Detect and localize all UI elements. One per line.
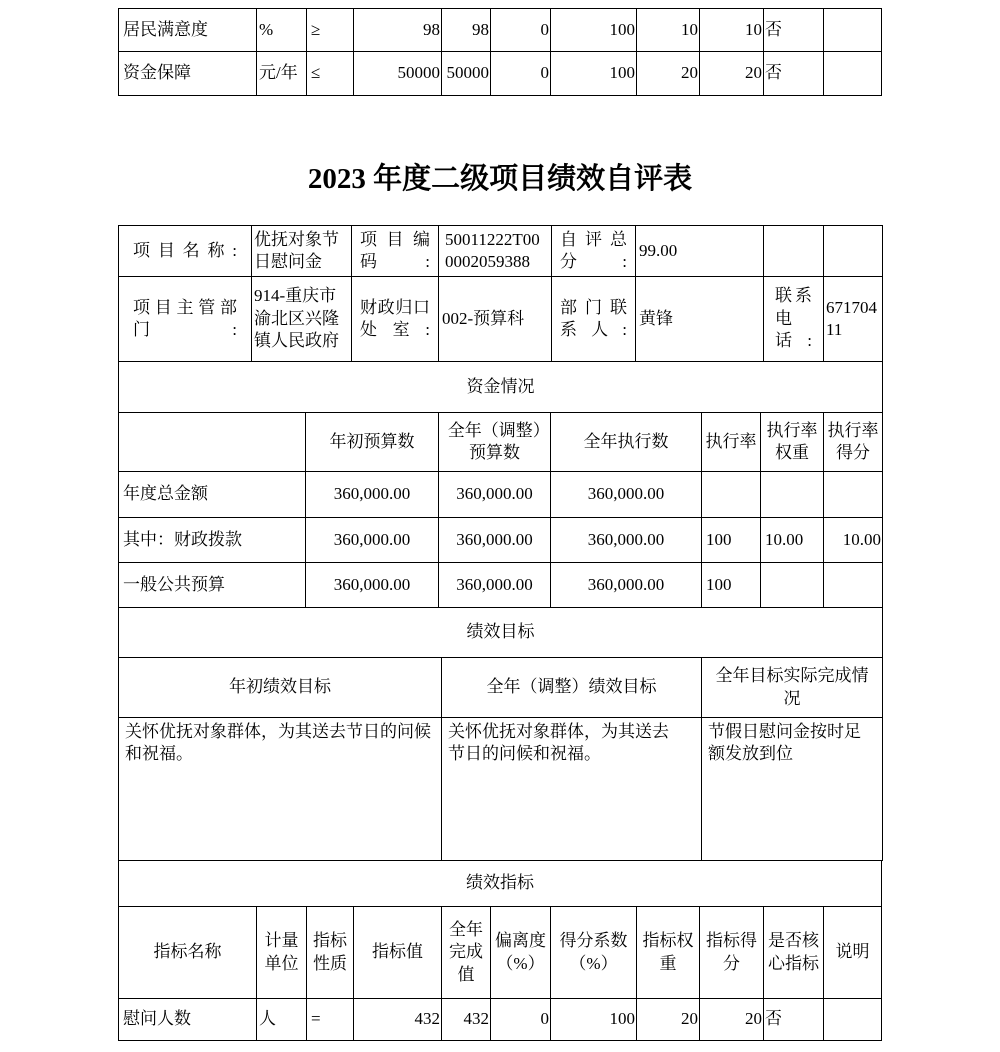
- goals-header-completion: 全年目标实际完成情况: [702, 658, 883, 718]
- funding-total-initial: 360,000.00: [306, 472, 439, 518]
- funding-header-rate-score: 执行率得分: [824, 413, 883, 472]
- self-score-value: 99.00: [636, 226, 764, 277]
- funding-total-rate: [702, 472, 761, 518]
- finance-office-label: 财政归口处室:: [352, 277, 439, 362]
- competent-dept-label: 项目主管部门:: [119, 277, 252, 362]
- ind-0-indicator-name: 慰问人数: [119, 999, 257, 1041]
- ind-header-unit: 计量单位: [257, 907, 307, 999]
- funding-total-executed: 360,000.00: [551, 472, 702, 518]
- ind-0-weight: 20: [637, 999, 700, 1041]
- prev-1-indicator-name: 资金保障: [119, 52, 257, 96]
- prev-row-1: [119, 52, 882, 96]
- ind-header-score: 指标得分: [700, 907, 764, 999]
- goals-header-row: [119, 658, 883, 718]
- funding-total-score: [824, 472, 883, 518]
- prev-0-indicator-name: 居民满意度: [119, 9, 257, 52]
- contact-person-value: 黄锋: [636, 277, 764, 362]
- funding-total-weight: [761, 472, 824, 518]
- prev-row-0: [119, 9, 882, 52]
- ind-0-nature: =: [307, 999, 354, 1041]
- prev-1-score: 20: [700, 52, 764, 96]
- previous-indicators-table: [118, 8, 882, 96]
- prev-1-note: [824, 52, 882, 96]
- prev-1-actual-value: 50000: [442, 52, 491, 96]
- prev-1-target-value: 50000: [354, 52, 442, 96]
- funding-header-row: [119, 413, 883, 472]
- page-title: 2023 年度二级项目绩效自评表: [307, 163, 693, 195]
- goals-table: [118, 607, 883, 861]
- funding-row-public: [119, 563, 883, 608]
- prev-0-unit: %: [257, 9, 307, 52]
- indicators-table: [118, 860, 882, 1041]
- ind-header-nature: 指标性质: [307, 907, 354, 999]
- funding-header-rate-weight: 执行率权重: [761, 413, 824, 472]
- funding-fiscal-rate: 100: [702, 518, 761, 563]
- ind-header-weight: 指标权重: [637, 907, 700, 999]
- funding-public-score: [824, 563, 883, 608]
- contact-phone-label: 联系电话:: [764, 277, 824, 362]
- goal-annual-text: 关怀优抚对象群体，为其送去节日的问候和祝福。: [119, 718, 442, 861]
- ind-0-is-core: 否: [764, 999, 824, 1041]
- ind-header-coef: 得分系数（%）: [551, 907, 637, 999]
- goal-adjusted-text: 关怀优抚对象群体，为其送去节日的问候和祝福。: [442, 718, 702, 861]
- funding-public-adjusted: 360,000.00: [439, 563, 551, 608]
- prev-1-score-coef: 100: [551, 52, 637, 96]
- project-name-label: 项目名称:: [119, 226, 252, 277]
- prev-0-score-coef: 100: [551, 9, 637, 52]
- finance-office-value: 002-预算科: [439, 277, 552, 362]
- contact-person-label: 部门联系人:: [552, 277, 636, 362]
- ind-header-deviation: 偏离度（%）: [491, 907, 551, 999]
- goal-completion-text: 节假日慰问金按时足额发放到位: [702, 718, 883, 861]
- funding-fiscal-initial: 360,000.00: [306, 518, 439, 563]
- funding-total-label: 年度总金额: [119, 472, 306, 518]
- self-score-label: 自评总分:: [552, 226, 636, 277]
- funding-fiscal-weight: 10.00: [761, 518, 824, 563]
- indicator-row-0: [119, 999, 882, 1041]
- prev-0-note: [824, 9, 882, 52]
- funding-fiscal-adjusted: 360,000.00: [439, 518, 551, 563]
- funding-row-total: [119, 472, 883, 518]
- project-code-label: 项目编码:: [352, 226, 439, 277]
- goals-header-adjusted: 全年（调整）绩效目标: [442, 658, 702, 718]
- funding-fiscal-label: 其中：财政拨款: [119, 518, 306, 563]
- ind-0-score: 20: [700, 999, 764, 1041]
- goals-section-title: 绩效目标: [119, 608, 883, 658]
- project-info-row-1: [119, 226, 883, 277]
- project-name-value: 优抚对象节日慰问金: [252, 226, 352, 277]
- ind-0-deviation: 0: [491, 999, 551, 1041]
- contact-phone-value: 67170411: [824, 277, 883, 362]
- funding-section-title: 资金情况: [119, 362, 883, 413]
- funding-public-label: 一般公共预算: [119, 563, 306, 608]
- prev-1-deviation: 0: [491, 52, 551, 96]
- goals-content-row: [119, 718, 883, 861]
- indicators-section-title: 绩效指标: [119, 861, 882, 907]
- prev-1-is-core: 否: [764, 52, 824, 96]
- row1-empty-cell-2: [824, 226, 883, 277]
- project-info-row-2: [119, 277, 883, 362]
- prev-0-target-value: 98: [354, 9, 442, 52]
- funding-header-blank: [119, 413, 306, 472]
- prev-0-score: 10: [700, 9, 764, 52]
- prev-1-weight: 20: [637, 52, 700, 96]
- prev-1-nature: ≤: [307, 52, 354, 96]
- funding-header-initial-budget: 年初预算数: [306, 413, 439, 472]
- ind-header-core: 是否核心指标: [764, 907, 824, 999]
- funding-header-exec-rate: 执行率: [702, 413, 761, 472]
- ind-header-actual: 全年完成值: [442, 907, 491, 999]
- ind-0-unit: 人: [257, 999, 307, 1041]
- ind-0-note: [824, 999, 882, 1041]
- funding-public-initial: 360,000.00: [306, 563, 439, 608]
- prev-0-nature: ≥: [307, 9, 354, 52]
- goals-header-annual: 年初绩效目标: [119, 658, 442, 718]
- ind-header-note: 说明: [824, 907, 882, 999]
- goals-section-row: [119, 608, 883, 658]
- prev-0-weight: 10: [637, 9, 700, 52]
- funding-table: [118, 361, 883, 608]
- competent-dept-value: 914-重庆市渝北区兴隆镇人民政府: [252, 277, 352, 362]
- funding-header-adjusted-budget: 全年（调整）预算数: [439, 413, 551, 472]
- ind-header-target: 指标值: [354, 907, 442, 999]
- ind-0-actual-value: 432: [442, 999, 491, 1041]
- funding-fiscal-score: 10.00: [824, 518, 883, 563]
- funding-public-weight: [761, 563, 824, 608]
- funding-row-fiscal: [119, 518, 883, 563]
- funding-fiscal-executed: 360,000.00: [551, 518, 702, 563]
- funding-section-row: [119, 362, 883, 413]
- prev-0-is-core: 否: [764, 9, 824, 52]
- funding-header-executed: 全年执行数: [551, 413, 702, 472]
- prev-0-deviation: 0: [491, 9, 551, 52]
- ind-0-target-value: 432: [354, 999, 442, 1041]
- ind-0-score-coef: 100: [551, 999, 637, 1041]
- prev-1-unit: 元/年: [257, 52, 307, 96]
- funding-public-rate: 100: [702, 563, 761, 608]
- funding-total-adjusted: 360,000.00: [439, 472, 551, 518]
- funding-public-executed: 360,000.00: [551, 563, 702, 608]
- row1-empty-cell-1: [764, 226, 824, 277]
- prev-0-actual-value: 98: [442, 9, 491, 52]
- ind-header-name: 指标名称: [119, 907, 257, 999]
- indicators-section-row: [119, 861, 882, 907]
- project-info-table: [118, 225, 883, 362]
- indicators-header-row: [119, 907, 882, 999]
- project-code-value: 50011222T000002059388: [439, 226, 552, 277]
